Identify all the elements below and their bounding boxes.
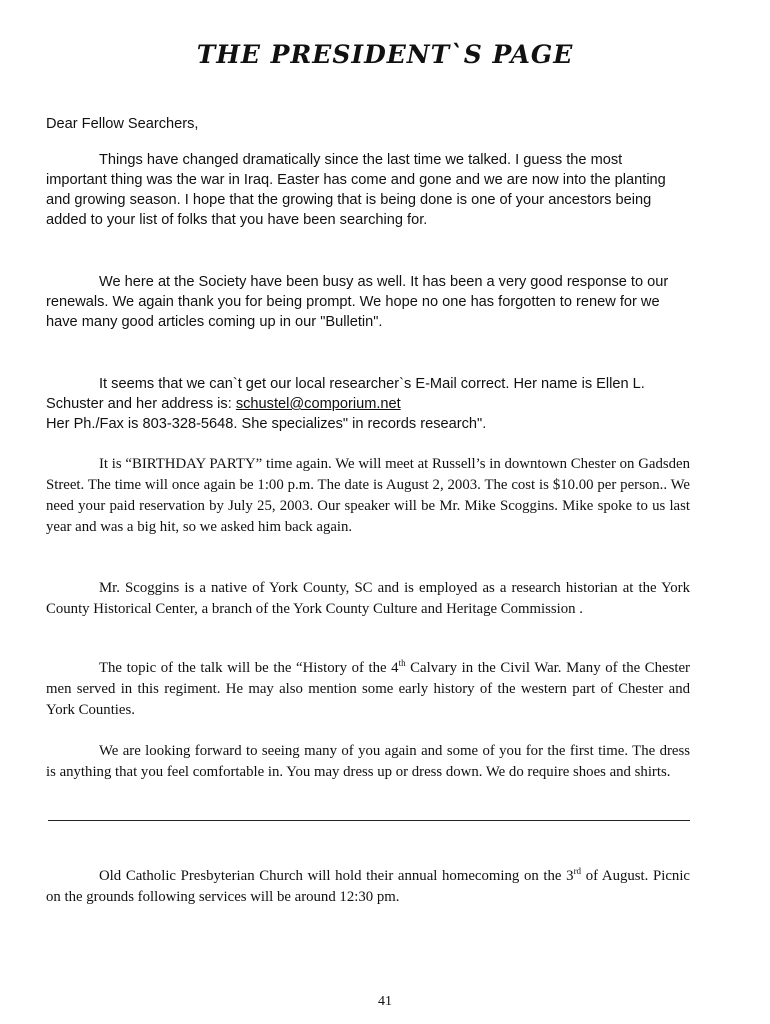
- talk-topic-text-cont: Calvary in the Civil War. Many of the Chester men served in this regiment. He may also mention some early history of the western part of Chester and York Counties.: [46, 660, 690, 718]
- paragraph-researcher-contact: [46, 374, 686, 434]
- page-number: 41: [378, 994, 392, 1009]
- paragraph-renewals: We here at the Society have been busy as well. It has been a very good response to our renewals. We again thank you for being prompt. We hope no one has forgotten to renew for we have many good articles coming up in our "Bulletin".: [46, 274, 669, 330]
- researcher-text: It seems that we can`t get our local researcher`s E-Mail correct. Her name is Ellen L. Schuster and her address is:: [46, 376, 645, 412]
- homecoming-text: Old Catholic Presbyterian Church will hold their annual homecoming on the 3: [99, 868, 574, 884]
- section-divider: [48, 820, 690, 821]
- ordinal-suffix: rd: [573, 866, 582, 877]
- paragraph-talk-topic: [46, 658, 690, 721]
- paragraph-birthday-party: It is “BIRTHDAY PARTY” time again. We will meet at Russell’s in downtown Chester on Gadsden Street. The time will once again be 1:00 p.m. The date is August 2, 2003. The cost is $10.00 per person.. We need your paid reservation by July 25, 2003. Our speaker will be Mr. Mike Scoggins. Mike spoke to us last year and was a big hit, so we asked him back again.: [46, 456, 690, 535]
- ordinal-suffix: th: [398, 658, 406, 669]
- paragraph-homecoming: [46, 866, 690, 908]
- paragraph-dress-code: We are looking forward to seeing many of you again and some of you for the first time. The dress is anything that you feel comfortable in. You may dress up or dress down. We do require shoes and shirts.: [46, 743, 690, 780]
- salutation: Dear Fellow Searchers,: [46, 116, 199, 132]
- researcher-email-link[interactable]: schustel@comporium.net: [235, 396, 401, 412]
- homecoming-text-cont: of August. Picnic on the grounds following services will be around 12:30 pm.: [46, 868, 690, 905]
- paragraph-speaker-bio: Mr. Scoggins is a native of York County, SC and is employed as a research historian at the York County Historical Center, a branch of the York County Culture and Heritage Commission .: [46, 580, 690, 617]
- page-title: THE PRESIDENT`S PAGE: [196, 40, 574, 69]
- researcher-phone-text: Her Ph./Fax is 803-328-5648. She specializes" in records research".: [46, 416, 487, 432]
- paragraph-war-and-season: Things have changed dramatically since the last time we talked. I guess the most important thing was the war in Iraq. Easter has come and gone and we are now into the planting and growing season. I hope that the growing that is being done is one of your ancestors being added to your list of folks that you have been searching for.: [46, 152, 666, 228]
- talk-topic-text: The topic of the talk will be the “History of the 4: [99, 660, 399, 676]
